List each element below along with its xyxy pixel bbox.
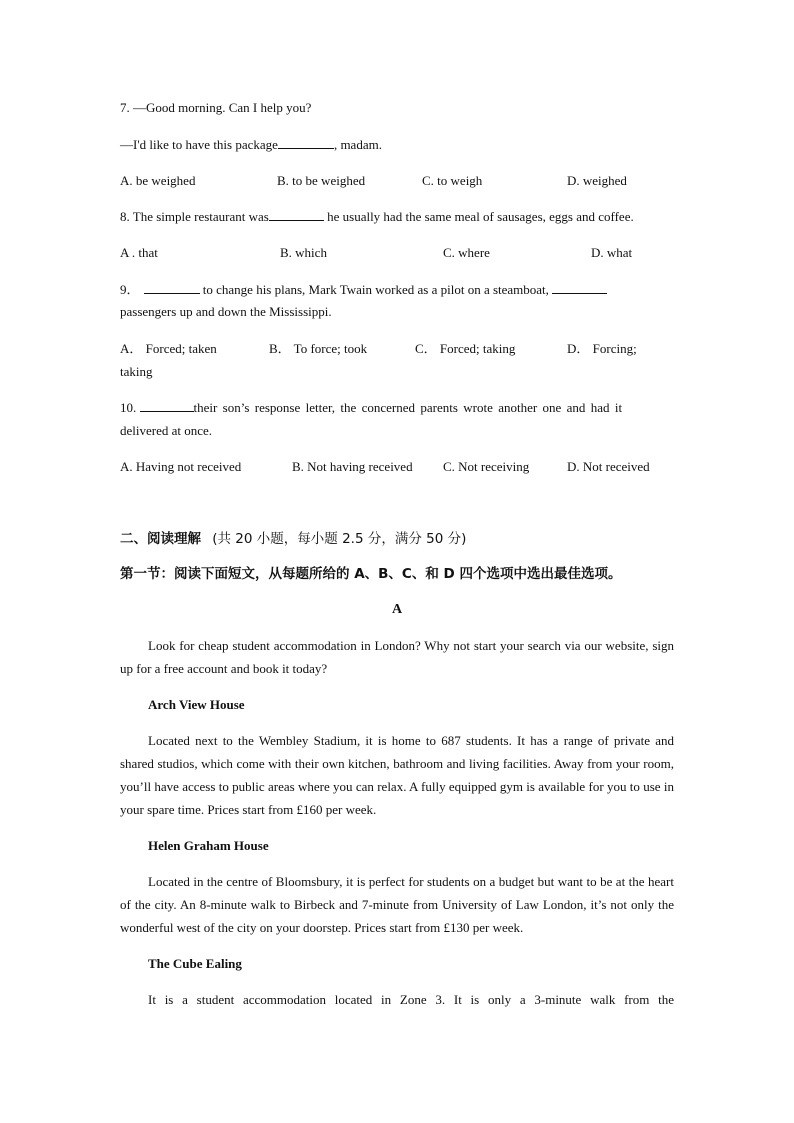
question-7-reply-end: , madam. <box>333 137 382 152</box>
answer-blank <box>144 281 200 294</box>
question-10-text: their son’s response letter, the concerned parents wrote another one and had it <box>193 400 623 415</box>
section-text-arch-view: Located next to the Wembley Stadium, it is home to 687 students. It has a range of private and shared studios, which come with their own kitchen, bathroom and living facilities. Away from your room, you’ll have access to public areas where you can relax. A fully equipped gym is available for you to use in your spare time. Prices start from £160 per week. <box>120 733 674 817</box>
section-heading-helen-graham: Helen Graham House <box>148 838 269 853</box>
option-d: D. what <box>591 245 633 260</box>
section-heading <box>120 527 674 551</box>
question-7-prompt: 7. —Good morning. Can I help you? <box>120 100 312 115</box>
section-instructions: 第一节：阅读下面短文，从每题所给的 A、B、C、和 D 四个选项中选出最佳选项。 <box>120 566 622 582</box>
question-10-stem <box>120 396 674 419</box>
option-b: B. to be weighed <box>277 173 366 188</box>
question-10-number: 10. <box>120 400 140 415</box>
section-heading-arch-view: Arch View House <box>148 697 245 712</box>
option-a: A． Forced; taken <box>120 341 217 356</box>
option-d: D. weighed <box>567 173 627 188</box>
option-b: B. Not having received <box>292 459 413 474</box>
question-9-middle: to change his plans, Mark Twain worked as a pilot on a steamboat, <box>199 282 553 297</box>
question-10-stem-cont: delivered at once. <box>120 423 213 438</box>
passage-intro: Look for cheap student accommodation in London? Why not start your search via our website, sign up for a free account and book it today? <box>120 638 674 676</box>
option-b: B． To force; took <box>269 341 368 356</box>
section-scoring-note: (共 20 小题，每小题 2.5 分，满分 50 分) <box>212 531 467 547</box>
question-9-stem <box>120 278 674 301</box>
option-d: D. Not received <box>567 459 650 474</box>
question-8-stem <box>120 205 674 228</box>
section-heading-cube-ealing: The Cube Ealing <box>148 956 242 971</box>
passage-label: A <box>391 602 403 617</box>
option-d-wrap: taking <box>120 364 153 379</box>
question-8-start: 8. The simple restaurant was <box>120 209 269 224</box>
option-c: C． Forced; taking <box>415 341 516 356</box>
section-title: 二、阅读理解 <box>120 531 201 547</box>
question-8-end: he usually had the same meal of sausages, eggs and coffee. <box>323 209 634 224</box>
answer-blank <box>552 281 607 294</box>
option-c: C. where <box>443 245 490 260</box>
option-b: B. which <box>280 245 327 260</box>
option-a: A. Having not received <box>120 459 242 474</box>
option-c: C. Not receiving <box>443 459 530 474</box>
question-7-reply-start: —I'd like to have this package <box>120 137 278 152</box>
question-9-number: 9． <box>120 282 140 297</box>
answer-blank <box>278 136 334 149</box>
question-9-stem-cont: passengers up and down the Mississippi. <box>120 304 332 319</box>
option-c: C. to weigh <box>422 173 483 188</box>
option-d: D． Forcing; <box>567 341 637 356</box>
option-a: A . that <box>120 245 158 260</box>
answer-blank <box>269 208 324 221</box>
section-text-helen-graham: Located in the centre of Bloomsbury, it is perfect for students on a budget but want to be at the heart of the city. An 8-minute walk to Birbeck and 7-minute from University of Law London, it’s not only the wonderful west of the city on your doorstep. Prices start from £130 per week. <box>120 874 674 935</box>
question-7-reply <box>120 133 674 156</box>
section-text-cube-ealing: It is a student accommodation located in Zone 3. It is only a 3-minute walk from the <box>148 992 674 1007</box>
option-a: A. be weighed <box>120 173 196 188</box>
answer-blank <box>140 399 194 412</box>
